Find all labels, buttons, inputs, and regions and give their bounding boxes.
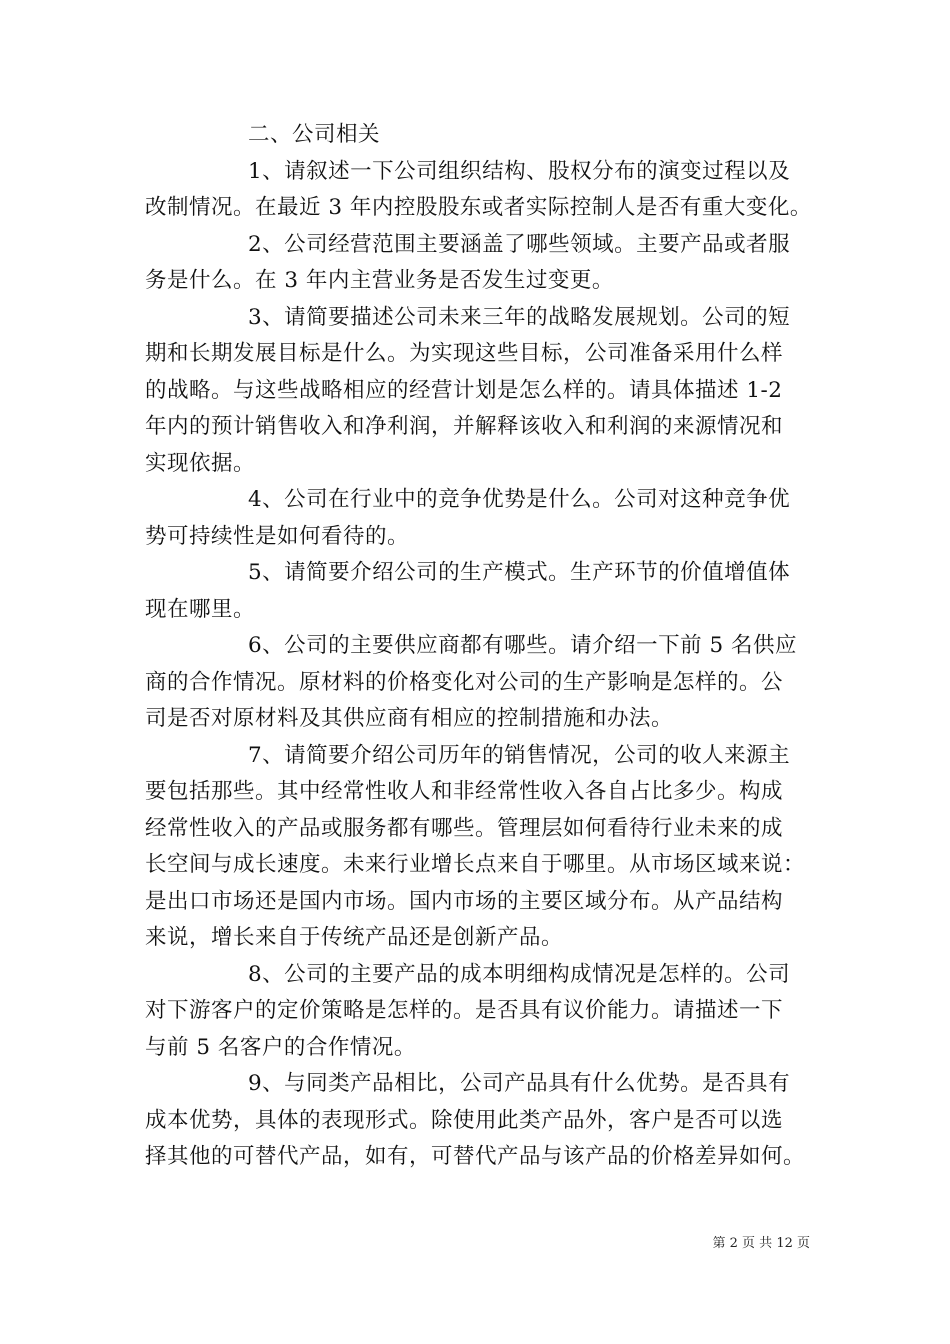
document-body xyxy=(145,117,815,1176)
paragraph-first-line: 1、请叙述一下公司组织结构、股权分布的演变过程以及 xyxy=(248,158,791,184)
question-paragraph xyxy=(145,154,815,227)
question-paragraph xyxy=(145,227,815,300)
paragraph-first-line: 8、公司的主要产品的成本明细构成情况是怎样的。公司 xyxy=(248,961,791,987)
paragraph-first-line: 5、请简要介绍公司的生产模式。生产环节的价值增值体 xyxy=(248,560,791,585)
question-paragraph xyxy=(145,300,815,483)
paragraph-first-line: 2、公司经营范围主要涵盖了哪些领域。主要产品或者服 xyxy=(248,231,791,257)
paragraph-first-line: 7、请简要介绍公司历年的销售情况，公司的收人来源主 xyxy=(248,742,791,768)
paragraph-line: 改制情况。在最近 3 年内控股股东或者实际控制人是否有重大变化。 xyxy=(145,195,812,220)
paragraph-line: 成本优势，具体的表现形式。除使用此类产品外，客户是否可以选 xyxy=(145,1107,784,1133)
question-paragraph xyxy=(145,738,815,957)
question-paragraph xyxy=(145,482,815,555)
page-number-footer: 第 2 页 共 12 页 xyxy=(712,1236,810,1251)
paragraph-line: 现在哪里。 xyxy=(145,596,256,622)
paragraph-line: 是出口市场还是国内市场。国内市场的主要区域分布。从产品结构 xyxy=(145,888,784,914)
paragraph-line: 经常性收入的产品或服务都有哪些。管理层如何看待行业未来的成 xyxy=(145,815,784,841)
paragraph-first-line: 3、请简要描述公司未来三年的战略发展规划。公司的短 xyxy=(248,304,791,330)
paragraph-line: 务是什么。在 3 年内主营业务是否发生过变更。 xyxy=(145,268,614,293)
paragraph-first-line: 6、公司的主要供应商都有哪些。请介绍一下前 5 名供应 xyxy=(248,633,798,658)
section-heading: 二、公司相关 xyxy=(248,122,381,147)
paragraph-line: 的战略。与这些战略相应的经营计划是怎么样的。请具体描述 1-2 xyxy=(145,377,783,403)
paragraph-line: 择其他的可替代产品，如有，可替代产品与该产品的价格差异如何。 xyxy=(145,1144,806,1169)
paragraph-line: 与前 5 名客户的合作情况。 xyxy=(145,1034,416,1060)
question-paragraph xyxy=(145,555,815,628)
paragraph-line: 要包括那些。其中经常性收人和非经常性收入各自占比多少。构成 xyxy=(145,779,784,804)
paragraph-line: 长空间与成长速度。未来行业增长点来自于哪里。从市场区域来说： xyxy=(145,852,806,877)
paragraph-first-line: 9、与同类产品相比，公司产品具有什么优势。是否具有 xyxy=(248,1071,791,1096)
paragraph-first-line: 4、公司在行业中的竞争优势是什么。公司对这种竞争优 xyxy=(248,487,791,512)
paragraph-line: 期和长期发展目标是什么。为实现这些目标，公司准备采用什么样 xyxy=(145,341,784,366)
paragraph-line: 实现依据。 xyxy=(145,450,256,476)
paragraph-line: 商的合作情况。原材料的价格变化对公司的生产影响是怎样的。公 xyxy=(145,669,784,695)
question-paragraph xyxy=(145,628,815,738)
paragraph-line: 对下游客户的定价策略是怎样的。是否具有议价能力。请描述一下 xyxy=(145,998,784,1023)
paragraph-line: 年内的预计销售收入和净利润，并解释该收入和利润的来源情况和 xyxy=(145,414,784,439)
question-paragraph xyxy=(145,957,815,1067)
paragraph-line: 来说，增长来自于传统产品还是创新产品。 xyxy=(145,925,564,950)
paragraph-line: 势可持续性是如何看待的。 xyxy=(145,523,410,549)
paragraph-line: 司是否对原材料及其供应商有相应的控制措施和办法。 xyxy=(145,706,674,731)
question-paragraph xyxy=(145,1066,815,1176)
